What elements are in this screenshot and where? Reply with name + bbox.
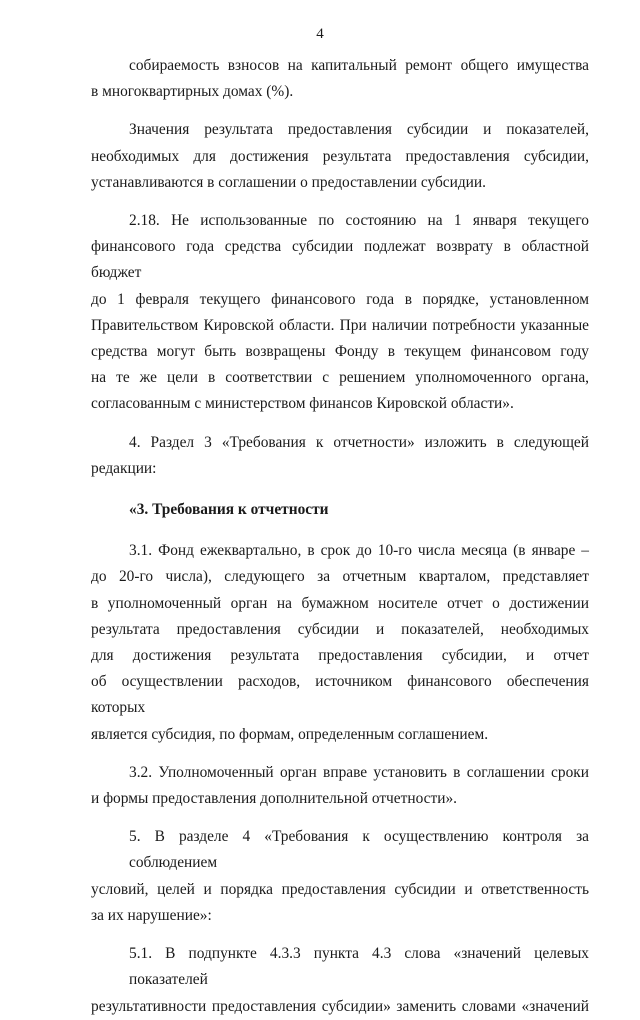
text-line: для достижения результата предоставления субсидии, и отчет	[91, 647, 589, 665]
text-line: в уполномоченный орган на бумажном носителе отчет о достижении	[91, 594, 589, 612]
text-line: Правительством Кировской области. При наличии потребности указанные	[91, 316, 589, 334]
text-line: об осуществлении расходов, источником финансового обеспечения которых	[91, 673, 589, 717]
text-line: в многоквартирных домах (%).	[91, 83, 294, 101]
text-line: на те же цели в соответствии с решением уполномоченного органа,	[91, 369, 589, 387]
text-line: 4. Раздел 3 «Требования к отчетности» изложить в следующей	[129, 433, 589, 451]
text-line: Значения результата предоставления субсидии и показателей,	[129, 121, 589, 139]
text-line: финансового года средства субсидии подлежат возврату в областной бюджет	[91, 238, 589, 282]
paragraph-section-4-amendment	[91, 824, 589, 929]
text-line: необходимых для достижения результата предоставления субсидии,	[91, 147, 589, 165]
paragraph-collection-rate	[91, 53, 589, 105]
text-line: за их нарушение»:	[91, 906, 212, 924]
text-line: условий, целей и порядка предоставления субсидии и ответственность	[91, 880, 589, 898]
text-line: 5.1. В подпункте 4.3.3 пункта 4.3 слова «значений целевых показателей	[129, 945, 589, 989]
paragraph-2-18	[91, 208, 589, 418]
text-line: устанавливаются в соглашении о предоставлении субсидии.	[91, 173, 486, 191]
text-line: 5. В разделе 4 «Требования к осуществлению контроля за соблюдением	[129, 828, 589, 872]
text-line: результата предоставления субсидии и показателей, необходимых	[91, 620, 589, 638]
page-number: 4	[316, 26, 324, 42]
paragraph-result-values	[91, 117, 589, 196]
section-heading: «3. Требования к отчетности	[129, 501, 329, 519]
text-line: 2.18. Не использованные по состоянию на 1 января текущего	[129, 212, 589, 230]
paragraph-3-2	[91, 760, 589, 812]
text-line: до 20-го числа), следующего за отчетным кварталом, представляет	[91, 568, 589, 586]
document-body	[91, 53, 589, 1020]
text-line: и формы предоставления дополнительной отчетности».	[91, 790, 458, 808]
text-line: редакции:	[91, 459, 157, 477]
text-line: является субсидия, по формам, определенным соглашением.	[91, 725, 489, 743]
text-line: 3.2. Уполномоченный орган вправе установить в соглашении сроки	[129, 763, 589, 781]
paragraph-section-3-amendment	[91, 430, 589, 482]
text-line: результативности предоставления субсидии» заменить словами «значений	[91, 997, 589, 1015]
text-line: собираемость взносов на капитальный ремонт общего имущества	[129, 57, 589, 74]
text-line: средства могут быть возвращены Фонду в текущем финансовом году	[91, 343, 589, 361]
text-line: до 1 февраля текущего финансового года в порядке, установленном	[91, 290, 589, 308]
text-line: согласованным с министерством финансов Кировской области».	[91, 395, 514, 413]
text-line: 3.1. Фонд ежеквартально, в срок до 10-го числа месяца (в январе –	[129, 542, 589, 560]
paragraph-3-1	[91, 538, 589, 748]
paragraph-5-1	[91, 941, 589, 1020]
